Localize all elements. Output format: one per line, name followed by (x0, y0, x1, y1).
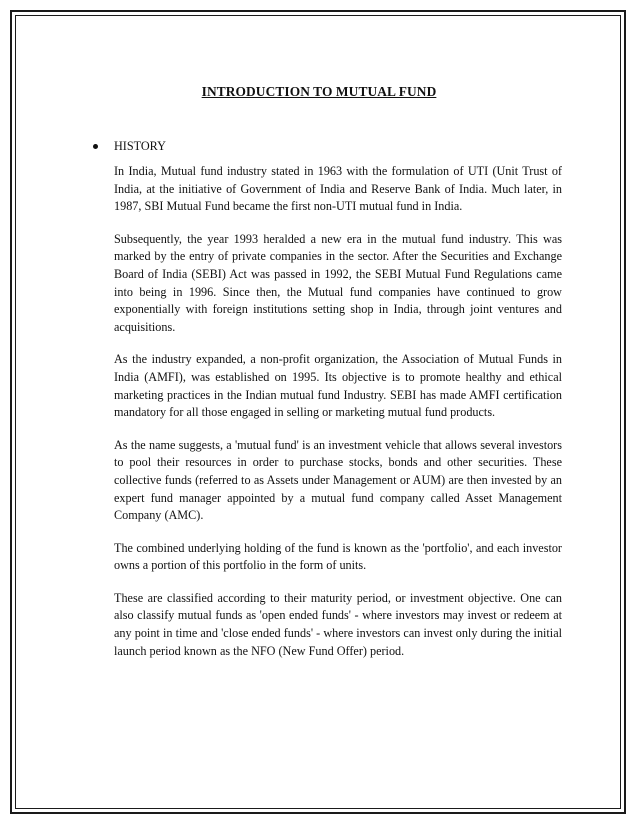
bullet-icon (93, 144, 98, 149)
page-title: INTRODUCTION TO MUTUAL FUND (201, 84, 437, 99)
document-body (114, 163, 562, 675)
paragraph-classification: These are classified according to their maturity period, or investment objective. One can also classify mutual funds as 'open ended funds' - where investors may invest or redeem at any point in time and 'close ended funds' - where investors can invest only during the initial launch period known as the NFO (New Fund Offer) period. (114, 590, 562, 658)
section-heading-history (93, 139, 166, 154)
section-heading-label: HISTORY (114, 139, 166, 153)
paragraph-definition: As the name suggests, a 'mutual fund' is an investment vehicle that allows several investors to pool their resources in order to purchase stocks, bonds and other securities. These collective funds (referred to as Assets under Management or AUM) are then invested by an expert fund manager appointed by a mutual fund company called Asset Management Company (AMC). (114, 437, 562, 523)
paragraph-portfolio: The combined underlying holding of the fund is known as the 'portfolio', and each investor owns a portion of this portfolio in the form of units. (114, 540, 562, 573)
paragraph-private-entry: Subsequently, the year 1993 heralded a new era in the mutual fund industry. This was marked by the entry of private companies in the sector. After the Securities and Exchange Board of India (SEBI) Act was passed in 1992, the SEBI Mutual Fund Regulations came into being in 1996. Since then, the Mutual fund companies have continued to grow exponentially with foreign institutions setting shop in India, through joint ventures and acquisitions. (114, 231, 562, 334)
paragraph-amfi: As the industry expanded, a non-profit organization, the Association of Mutual Funds in India (AMFI), was established on 1995. Its objective is to promote healthy and ethical marketing practices in the Indian mutual fund Industry. SEBI has made AMFI certification mandatory for all those engaged in selling or marketing mutual fund products. (114, 352, 562, 420)
paragraph-origins: In India, Mutual fund industry stated in 1963 with the formulation of UTI (Unit Trust of India, at the initiative of Government of India and Reserve Bank of India. Much later, in 1987, SBI Mutual Fund became the first non-UTI mutual fund in India. (114, 164, 562, 214)
